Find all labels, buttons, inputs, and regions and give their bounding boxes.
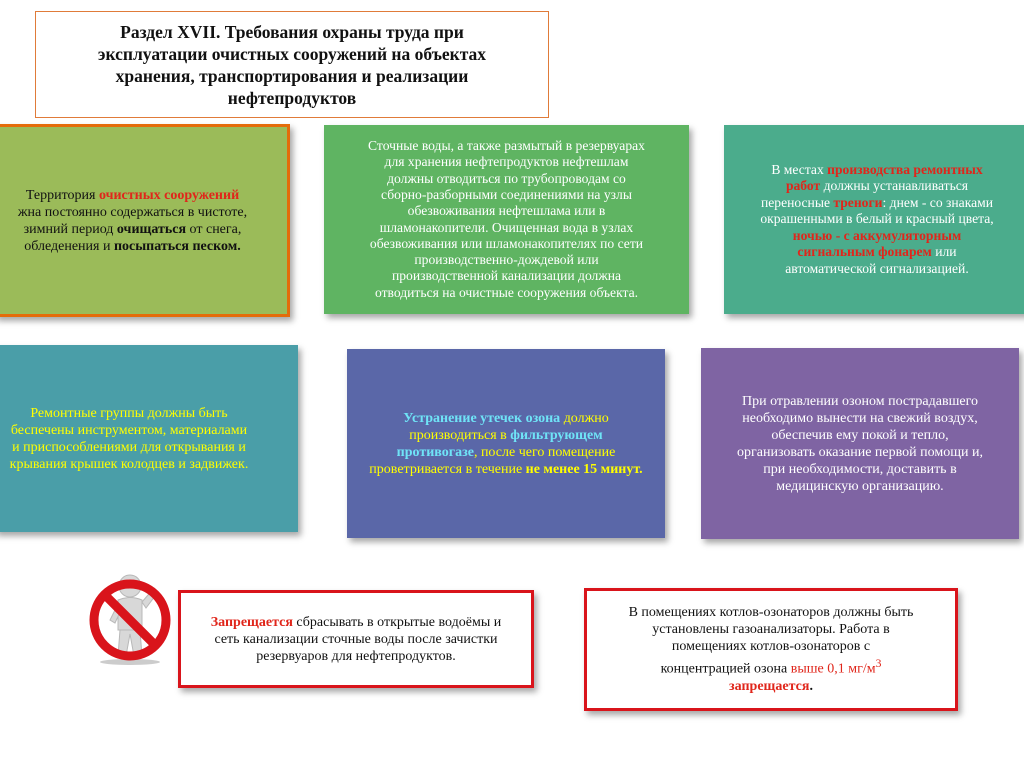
no-entry-figure-icon — [84, 568, 176, 666]
repair-works-text: В местах производства ремонтных работ должны устанавливаться переносные треноги: днем - со знаками окрашенными в белый и красный цвета, ночью - с аккумуляторным сигнальным фонарем или автоматической сигнализацией. — [760, 161, 994, 276]
repair-works-box — [724, 125, 1024, 314]
repair-groups-text: Ремонтные группы должны быть беспечены инструментом, материалами и приспособлениями для открывания и крывания крышек колодцев и задвижек. — [9, 405, 249, 472]
ozone-leak-box — [347, 349, 665, 538]
territory-requirements-box — [0, 124, 290, 317]
ozone-leak-text: Устранение утечек озона должно производиться в фильтрующем противогазе, после чего помещение проветривается в течение не менее 15 минут. — [369, 410, 643, 477]
repair-groups-box — [0, 345, 298, 532]
wastewater-requirements-box — [324, 125, 689, 314]
territory-requirements-text: Территория очистных сооружений жна постоянно содержаться в чистоте, зимний период очищаться от снега, обледенения и посыпаться песком. — [17, 187, 248, 254]
discharge-prohibition-text: Запрещается сбрасывать в открытые водоёмы и сеть канализации сточные воды после зачистки резервуаров для нефтепродуктов. — [210, 614, 502, 664]
ozonator-rooms-box — [584, 588, 958, 711]
wastewater-requirements-text: Сточные воды, а также размытый в резервуарах для хранения нефтепродуктов нефтешлам должны отводиться по трубопроводам со сборно-разборными соединениями на узлы обезвоживания нефтешлама или в шламонакопители. Очищенная вода в узлах обезвоживания или шламонакопителях по сети производственно-дождевой или производственной канализации должна отводиться на очистные сооружения объекта. — [368, 138, 645, 300]
ozonator-rooms-text: В помещениях котлов-озонаторов должны быть установлены газоанализаторы. Работа в помещениях котлов-озонаторов с концентрацией озона выше 0,1 $мг/м^3$ запрещается. — [628, 605, 914, 694]
ozone-poisoning-text: При отравлении озоном пострадавшего необходимо вынести на свежий воздух, обеспечив ему покой и тепло, организовать оказание первой помощи и, при необходимости, доставить в медицинскую организацию. — [737, 393, 983, 494]
section-title-box — [35, 11, 549, 118]
discharge-prohibition-box — [178, 590, 534, 688]
section-title: Раздел XVII. Требования охраны труда при эксплуатации очистных сооружений на объектах хранения, транспортирования и реализации нефтепродуктов — [97, 21, 487, 108]
ozone-poisoning-box — [701, 348, 1019, 539]
